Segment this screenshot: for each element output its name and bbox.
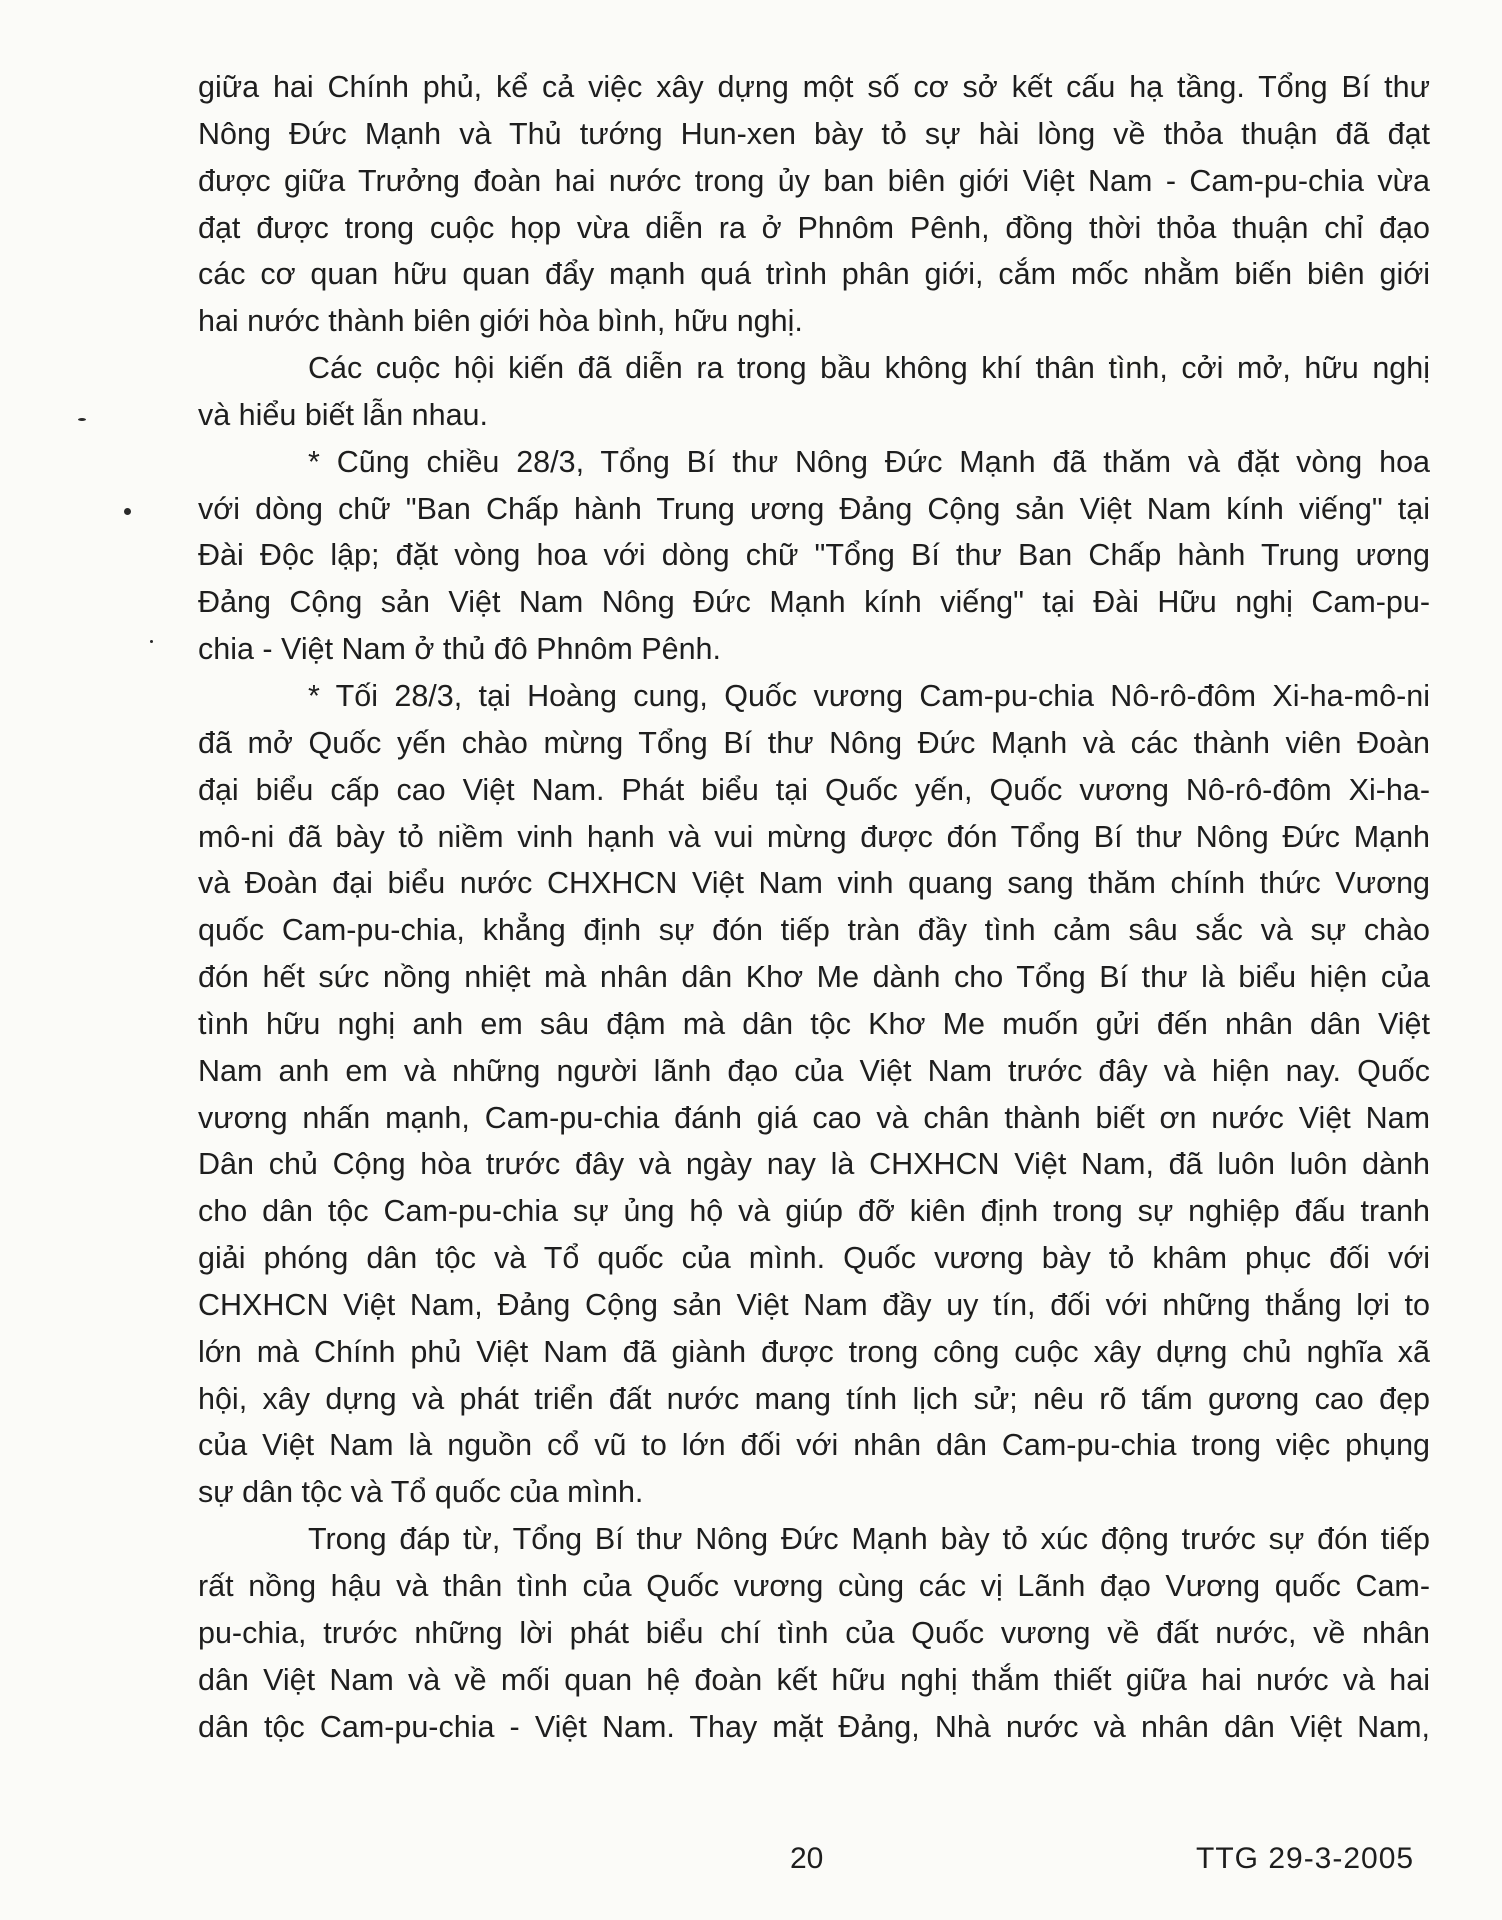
text-line: dân tộc Cam-pu-chia - Việt Nam. Thay mặt Đảng, Nhà nước và nhân dân Việt Nam, (198, 1709, 1430, 1744)
text-line: * Tối 28/3, tại Hoàng cung, Quốc vương Cam-pu-chia Nô-rô-đôm Xi-ha-mô-ni (308, 678, 1430, 713)
body-text (198, 64, 1430, 1750)
text-line: với dòng chữ "Ban Chấp hành Trung ương Đảng Cộng sản Việt Nam kính viếng" tại (198, 491, 1430, 526)
text-line: sự dân tộc và Tổ quốc của mình. (198, 1475, 644, 1510)
text-line: đại biểu cấp cao Việt Nam. Phát biểu tại Quốc yến, Quốc vương Nô-rô-đôm Xi-ha- (198, 772, 1430, 807)
text-line: lớn mà Chính phủ Việt Nam đã giành được trong công cuộc xây dựng chủ nghĩa xã (198, 1334, 1430, 1369)
text-line: hai nước thành biên giới hòa bình, hữu nghị. (198, 304, 803, 339)
text-line: chia - Việt Nam ở thủ đô Phnôm Pênh. (198, 632, 721, 667)
page-number: 20 (790, 1842, 824, 1875)
text-line: cho dân tộc Cam-pu-chia sự ủng hộ và giúp đỡ kiên định trong sự nghiệp đấu tranh (198, 1194, 1430, 1229)
text-line: pu-chia, trước những lời phát biểu chí tình của Quốc vương về đất nước, về nhân (198, 1615, 1430, 1650)
scan-speck (124, 508, 131, 515)
text-line: vương nhấn mạnh, Cam-pu-chia đánh giá cao và chân thành biết ơn nước Việt Nam (198, 1100, 1430, 1135)
scan-speck (78, 418, 86, 421)
footer-code: TTG 29-3-2005 (1196, 1842, 1415, 1875)
text-line: của Việt Nam là nguồn cổ vũ to lớn đối với nhân dân Cam-pu-chia trong việc phụng (198, 1428, 1430, 1463)
text-line: Đài Độc lập; đặt vòng hoa với dòng chữ "Tổng Bí thư Ban Chấp hành Trung ương (198, 538, 1430, 573)
text-line: * Cũng chiều 28/3, Tổng Bí thư Nông Đức Mạnh đã thăm và đặt vòng hoa (308, 444, 1430, 479)
text-line: quốc Cam-pu-chia, khẳng định sự đón tiếp tràn đầy tình cảm sâu sắc và sự chào (198, 913, 1430, 948)
text-line: Dân chủ Cộng hòa trước đây và ngày nay là CHXHCN Việt Nam, đã luôn luôn dành (198, 1147, 1430, 1182)
text-line: dân Việt Nam và về mối quan hệ đoàn kết hữu nghị thắm thiết giữa hai nước và hai (198, 1662, 1430, 1697)
text-line: Đảng Cộng sản Việt Nam Nông Đức Mạnh kính viếng" tại Đài Hữu nghị Cam-pu- (198, 585, 1430, 620)
text-line: mô-ni đã bày tỏ niềm vinh hạnh và vui mừng được đón Tổng Bí thư Nông Đức Mạnh (198, 819, 1430, 854)
text-line: rất nồng hậu và thân tình của Quốc vương cùng các vị Lãnh đạo Vương quốc Cam- (198, 1569, 1430, 1603)
text-line: Nông Đức Mạnh và Thủ tướng Hun-xen bày tỏ sự hài lòng về thỏa thuận đã đạt (198, 116, 1430, 151)
text-line: giữa hai Chính phủ, kể cả việc xây dựng một số cơ sở kết cấu hạ tầng. Tổng Bí thư (198, 70, 1430, 104)
text-line: đã mở Quốc yến chào mừng Tổng Bí thư Nông Đức Mạnh và các thành viên Đoàn (198, 725, 1430, 760)
text-line: đạt được trong cuộc họp vừa diễn ra ở Phnôm Pênh, đồng thời thỏa thuận chỉ đạo (198, 210, 1430, 245)
text-line: tình hữu nghị anh em sâu đậm mà dân tộc Khơ Me muốn gửi đến nhân dân Việt (198, 1006, 1430, 1041)
text-line: và hiểu biết lẫn nhau. (198, 397, 488, 432)
text-line: Các cuộc hội kiến đã diễn ra trong bầu không khí thân tình, cởi mở, hữu nghị (308, 351, 1430, 386)
text-line: giải phóng dân tộc và Tổ quốc của mình. Quốc vương bày tỏ khâm phục đối với (198, 1241, 1430, 1276)
text-line: CHXHCN Việt Nam, Đảng Cộng sản Việt Nam đầy uy tín, đối với những thắng lợi to (198, 1287, 1430, 1322)
text-line: Nam anh em và những người lãnh đạo của Việt Nam trước đây và hiện nay. Quốc (198, 1053, 1430, 1088)
text-line: được giữa Trưởng đoàn hai nước trong ủy ban biên giới Việt Nam - Cam-pu-chia vừa (198, 163, 1430, 198)
text-line: hội, xây dựng và phát triển đất nước mang tính lịch sử; nêu rõ tấm gương cao đẹp (198, 1381, 1430, 1416)
text-line: các cơ quan hữu quan đẩy mạnh quá trình phân giới, cắm mốc nhằm biến biên giới (198, 257, 1430, 292)
scan-speck (150, 640, 153, 643)
text-line: và Đoàn đại biểu nước CHXHCN Việt Nam vinh quang sang thăm chính thức Vương (198, 866, 1430, 901)
text-line: đón hết sức nồng nhiệt mà nhân dân Khơ Me dành cho Tổng Bí thư là biểu hiện của (198, 960, 1430, 995)
text-line: Trong đáp từ, Tổng Bí thư Nông Đức Mạnh bày tỏ xúc động trước sự đón tiếp (308, 1522, 1430, 1557)
